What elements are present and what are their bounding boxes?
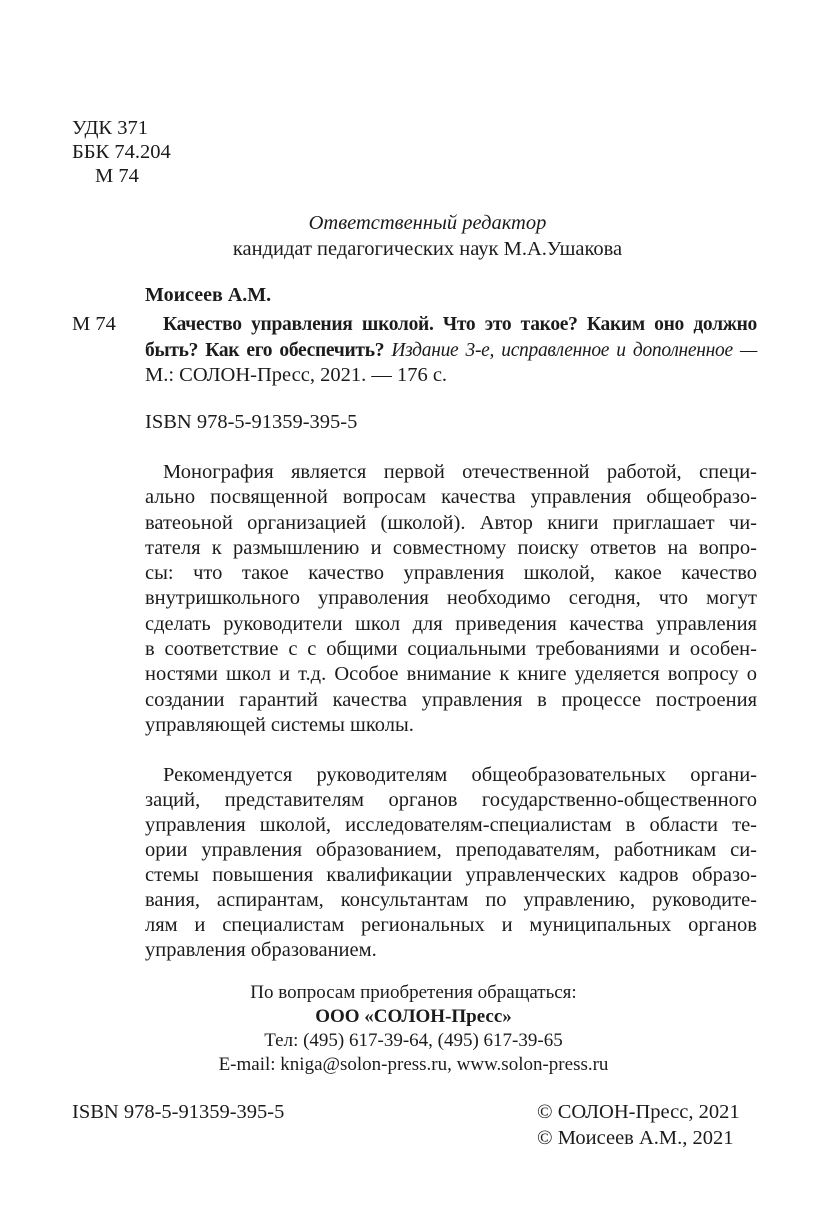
copyright-author: © Моисеев А.М., 2021 xyxy=(537,1127,734,1149)
edition-note: Издание 3-е, исправленное и дополненное — xyxy=(391,339,758,361)
annotation-paragraph-1 xyxy=(145,460,757,738)
editor-block xyxy=(145,210,710,262)
paragraph-line: создании гарантий качества управления в процессе построения xyxy=(145,688,757,711)
paragraph-line: сделать руководители школ для приведения качества управления xyxy=(145,612,757,635)
paragraph-line: ории управления образованием, преподавателям, работникам си- xyxy=(145,839,757,861)
contacts-intro: По вопросам приобретения обращаться: xyxy=(250,982,577,1003)
copyright-block xyxy=(537,1099,740,1151)
paragraph-line: тателя к размышлению и совместному поиску ответов на вопро- xyxy=(145,536,757,559)
title-edition-line xyxy=(145,338,757,364)
purchase-contacts xyxy=(0,981,827,1077)
paragraph-line: заций, представителям органов государственно-общественного xyxy=(145,789,757,811)
paragraph-line: стемы повышения квалификации управленческих кадров образо- xyxy=(145,864,757,886)
publisher-name: ООО «СОЛОН-Пресс» xyxy=(315,1006,512,1027)
paragraph-line: лям и специалистам региональных и муниципальных органов xyxy=(145,914,757,936)
paragraph-line: сы: что такое качество управления школой, какое качество xyxy=(145,562,757,585)
footer-isbn: ISBN 978-5-91359-395-5 xyxy=(72,1101,285,1123)
imprint-line: М.: СОЛОН-Пресс, 2021. — 176 с. xyxy=(145,364,448,386)
copyright-publisher: © СОЛОН-Пресс, 2021 xyxy=(537,1101,740,1123)
paragraph-line: управляющей системы школы. xyxy=(145,713,414,736)
paragraph-line: внутришкольного управоления необходимо сегодня, что могут xyxy=(145,587,757,610)
paragraph-line: ватеоьной организацией (школой). Автор книги приглашает чи- xyxy=(145,511,757,534)
title-line: Качество управления школой. Что это такое? Каким оно должно xyxy=(163,314,757,335)
bbk-code: ББК 74.204 xyxy=(72,141,171,163)
editor-name: кандидат педагогических наук М.А.Ушакова xyxy=(232,238,623,260)
paragraph-line: управления образованием. xyxy=(145,939,377,961)
title-line-end: быть? Как его обеспечить? xyxy=(145,339,385,361)
paragraph-line: управления школой, исследователям-специалистам в области те- xyxy=(145,814,757,836)
paragraph-line: Рекомендуется руководителям общеобразовательных органи- xyxy=(163,764,757,786)
record-author-sign: М 74 xyxy=(72,313,116,335)
paragraph-line: ально посвященной вопросам качества управления общеобразо- xyxy=(145,486,757,509)
classification-codes xyxy=(72,116,171,188)
paragraph-line: Монография является первой отечественной работой, специ- xyxy=(163,461,757,483)
udk-code: УДК 371 xyxy=(72,117,148,139)
paragraph-line: ностями школ и т.д. Особое внимание к книге уделяется вопросу о xyxy=(145,663,757,686)
publisher-phone: Тел: (495) 617-39-64, (495) 617-39-65 xyxy=(264,1030,563,1051)
record-isbn: ISBN 978-5-91359-395-5 xyxy=(145,411,358,433)
record-author: Моисеев А.М. xyxy=(145,284,272,306)
annotation-paragraph-2 xyxy=(145,763,757,963)
paragraph-line: вания, аспирантам, консультантам по управлению, руководите- xyxy=(145,889,757,911)
bibliographic-record xyxy=(145,312,757,389)
editor-role: Ответственный редактор xyxy=(308,212,547,234)
publisher-email: E-mail: kniga@solon-press.ru, www.solon-press.ru xyxy=(218,1054,609,1075)
author-sign: М 74 xyxy=(95,165,139,187)
paragraph-line: в соответствие с с общими социальными требованиями и особен- xyxy=(145,638,757,661)
